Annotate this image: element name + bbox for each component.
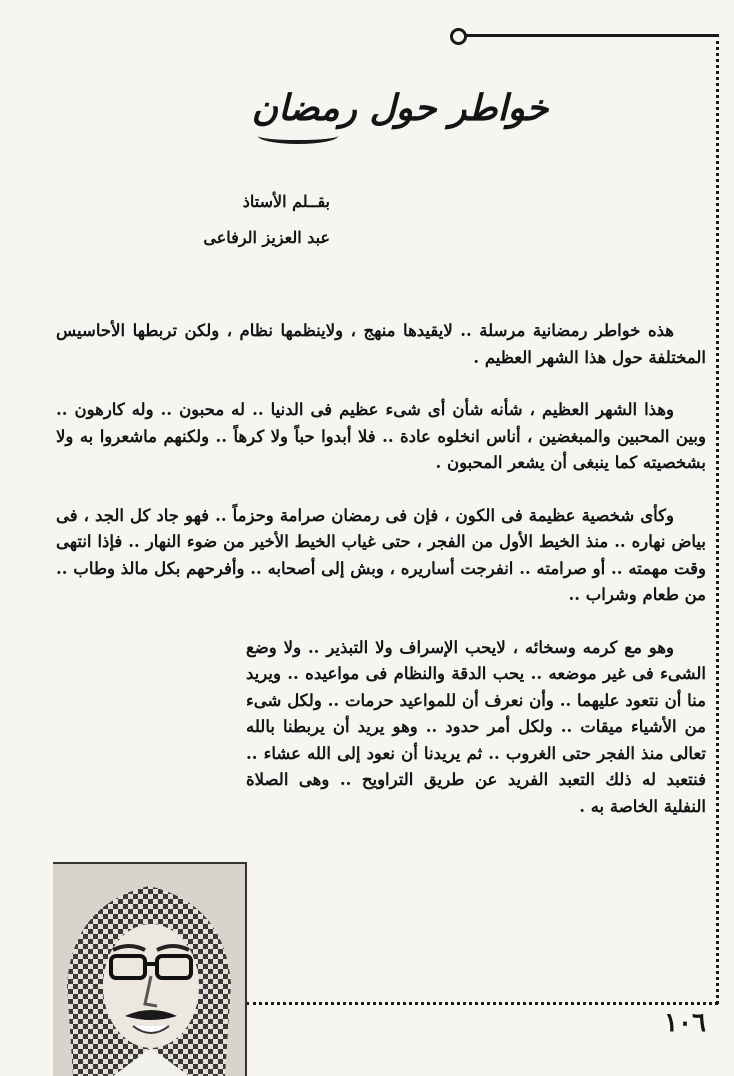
author-name: عبد العزيز الرفاعى [203, 228, 330, 247]
frame-top-border [462, 34, 718, 37]
page-number: ١٠٦ [664, 1008, 706, 1038]
frame-right-border [716, 34, 719, 1004]
paragraph: وهذا الشهر العظيم ، شأنه شأن أى شىء عظيم فى الدنيا .. له محبون .. وله كارهون .. وبين المحبين والمبغضين ، أناس انخلوه عادة .. فلا أبدوا حباً ولا كرهاً .. ولكنهم ماشعروا به ولا بشخصيته كما ينبغى أن يشعر المحبون . [56, 400, 706, 472]
article-body [56, 318, 706, 846]
paragraph: وكأى شخصية عظيمة فى الكون ، فإن فى رمضان صرامة وحزماً .. فهو جاد كل الجد ، فى بياض نهاره .. منذ الخيط الأول من الفجر ، حتى غياب الخيط الأخير من ضوء النهار .. فإذا انتهى وقت مهمته .. أو صرامته .. انفرجت أساريره ، وبش إلى أصحابه .. وأفرحهم بكل مالذ وطاب .. من طعام وشراب .. [56, 505, 706, 604]
article-title: خواطر حول رمضان [251, 88, 549, 129]
author-portrait-photo [53, 862, 247, 1076]
portrait-icon [53, 864, 245, 1076]
frame-bottom-border [246, 1002, 718, 1005]
frame-ornament-ring [450, 28, 467, 45]
paragraph: وهو مع كرمه وسخائه ، لايحب الإسراف ولا التبذير .. ولا وضع الشىء فى غير موضعه .. يحب الدقة والنظام فى مواعيده .. ويريد منا أن نتعود عليهما .. وأن نعرف أن للمواعيد حرمات .. ولكل شىء من الأشياء ميقات .. ولكل أمر حدود .. وهو يريد أن يربطنا بالله تعالى منذ الفجر حتى الغروب .. ثم يريدنا أن نعود إلى الله عشاء .. فنتعبد له ذلك التعبد الفريد عن طريق التراويح .. وهى الصلاة النفلية الخاصة به . [246, 637, 706, 816]
title-swash-decoration [258, 128, 338, 144]
paragraph: هذه خواطر رمضانية مرسلة .. لايقيدها منهج ، ولاينظمها نظام ، ولكن تربطها الأحاسيس المختلفة حول هذا الشهر العظيم . [56, 321, 706, 367]
byline-prefix: بقــلم الأستاذ [242, 192, 330, 211]
byline [160, 184, 330, 256]
